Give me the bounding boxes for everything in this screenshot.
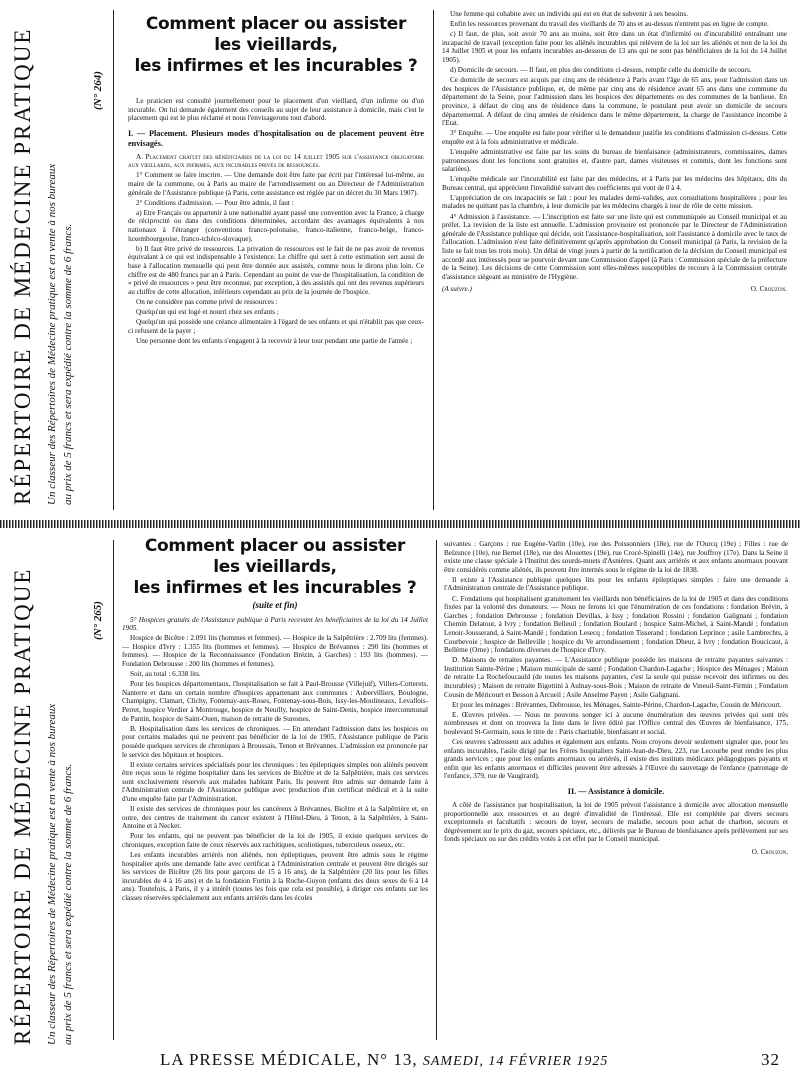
column-rule	[436, 540, 437, 1040]
fiche-265	[0, 536, 800, 1045]
paragraph: Quelqu'un qui possède une créance alimentaire à l'égard de ses enfants et qui n'établit pas que ceux-ci refusent de la payer ;	[128, 317, 424, 335]
article-title	[122, 536, 428, 599]
sidebar-title: RÉPERTOIRE DE MÉDECINE PRATIQUE	[10, 567, 35, 1045]
paragraph: L'enquête médicale sur l'incurabilité est faite par des médecins, et à Paris par les médecins des hôpitaux, dits du Bureau central, qui apprécient l'invalidité suivant des coefficients qui vont de 0 à 4.	[442, 175, 787, 192]
section-heading: II. — Assistance à domicile.	[567, 787, 665, 797]
paragraph: A côté de l'assistance par hospitalisation, la loi de 1905 prévoit l'assistance à domicile avec allocation mensuelle proportionnelle aux ressources et au degré d'invalidité de l'intéressé. Elle est complétée par divers secours exceptionnels et facultatifs : secours de loyer, secours de maladie, secours pour achat de charbon, secours et dégrèvement sur le prix du gaz, secours spéciaux, etc., délivrés par le Bureau de bienfaisance après prélèvement sur ses fonds spéciaux ou sur des crédits votés à cet effet par le Conseil municipal.	[444, 801, 788, 844]
author: O. Crouzon.	[750, 285, 787, 294]
paragraph: L'appréciation de ces incapacités se fait : pour les malades demi-valides, aux consultations hospitalières ; pour les malades ne quittant pas la chambre, à leur domicile par les médecins chargés à tour de rôle de cette mission.	[442, 193, 787, 211]
paragraph: Il existe certains services spécialisés pour les chroniques : les épileptiques simples non aliénés peuvent être reçus sous le régime hospitalier dans les services de Bicêtre et de la Salpêtrière, mais ces services sont exclusivement réservés aux malades habitant Paris. Ils peuvent être admis sur demande faite à l'Administration centrale de l'Assistance publique avec production d'un certificat médical et à la suite d'une enquête faite par l'Administration.	[122, 760, 428, 803]
paragraph: Hospice de Bicêtre : 2.091 lits (hommes et femmes). — Hospice de la Salpêtrière : 2.709 lits (femmes). — Hospice d'Ivry : 1.355 lits (hommes et femmes). — Hospice de Brévannes : 290 lits (hommes et femmes). — Hospice de la Reconnaissance (Fondation Brézin, à Garches) : 193 lits (hommes). — Fondation Debrousse : 200 lits (hommes et femmes).	[122, 634, 428, 669]
column-left	[122, 534, 428, 1039]
paragraph: Pour les hospices départementaux, l'hospitalisation se fait à Paul-Brousse (Villejuif), Villers-Cotterets, Nanterre et dans un certain nombre d'hospices appartenant aux communes : Aubervilliers, Boulogne, Champigny, Clamart, Clichy, Fontenay-aux-Roses, Fontenay-sous-Bois, Issy-les-Moulineaux, Levallois-Perret, hospice Verdier à Montrouge, hospice de Neuilly, hospice de Saint-Denis, hospice intercommunal de Pantin, hospice de Saint-Ouen, maison de retraite de Suresnes.	[122, 680, 428, 723]
paragraph: On ne considère pas comme privé de ressources :	[136, 297, 278, 306]
left-rule	[113, 10, 114, 510]
paragraph: Enfin les ressources provenant du travail des vieillards de 70 ans et au-dessus n'entrent pas en ligne de compte.	[450, 20, 769, 29]
paragraph: E. Œuvres privées. — Nous ne pouvons songer ici à aucune énumération des œuvres privées qui sont très nombreuses et dont on trouvera la liste dans le livre édité par l'Office central des Œuvres de bienfaisance, 175, boulevard St-Germain, sous le titre de : Paris charitable, bienfaisant et social.	[444, 710, 788, 736]
paragraph: Et pour les ménages : Brévannes, Debrousse, les Ménages, Sainte-Périne, Chardon-Lagache, Cousin de Méricourt.	[452, 700, 782, 709]
paragraph: Une femme qui cohabite avec un individu qui est en état de subvenir à ses besoins.	[450, 10, 688, 18]
signature-line	[444, 848, 788, 857]
title-line-2: les vieillards,	[213, 557, 337, 577]
paragraph: D. Maisons de retraites payantes. — L'Assistance publique possède les maisons de retraite payantes suivantes : Institution Sainte-Périne ; Maison municipale de santé ; Fondation Chardon-Lagache ; Hospice des Ménages ; Maison de retraite La Rochefoucauld (de toutes les maisons payantes, c'est la seule qui puisse recevoir des infirmes ou des incurables) ; Maison de retraite Bigottini à Aulnay-sous-Bois ; Maison de retraite de Vineuil-Saint-Firmin ; Fondation Cousin de Méricourt et Besson à Arcueil ; Asile Anselme Payen ; Asile Galignani.	[444, 656, 788, 699]
cut-line	[0, 520, 800, 528]
article-title	[128, 14, 424, 77]
sidebar-note-1: Un classeur des Répertoires de Médecine pratique est en vente à nos bureaux	[46, 163, 58, 505]
paragraph: 4° Admission à l'assistance. — L'inscription est faite sur une liste qui est communiquée au Conseil municipal et au préfet. La revision de la liste est annuelle. L'admission provisoire est prononcée par le Directeur de l'Administration générale de l'Assistance publique qui décide, soit l'assistance-hospitalisation, soit l'assistance à domicile avec le taux de l'allocation. L'admission n'est faite définitivement qu'après approbation du Conseil municipal (à Paris, la revision de la liste se fait tous les trois mois). Un délai de vingt jours à partir de la notification de la décision du Conseil municipal est accordé aux intéressés pour se pourvoir devant une Commission d'appel (à Paris : Commission spéciale de la préfecture de la Seine). Les décisions de cette Commission sont elles-mêmes susceptibles de recours à la Commission centrale d'assistance siégeant au ministère de l'Hygiène.	[442, 212, 787, 281]
issue-number: N° 13,	[367, 1050, 418, 1069]
title-line-1: Comment placer ou assister	[144, 536, 406, 556]
journal-name: LA PRESSE MÉDICALE,	[160, 1050, 362, 1069]
section-heading: I. — Placement. Plusieurs modes d'hospitalisation ou de placement peuvent être envisagés.	[128, 128, 424, 148]
fiche-264	[0, 0, 800, 513]
sidebar-1	[0, 10, 110, 523]
title-line-1: Comment placer ou assister	[145, 14, 407, 34]
paragraph: A. Placement gratuit des bénéficiaires de la loi du 14 juillet 1905 sur l'assistance obligatoire aux vieillards, aux infirmes, aux incurables privés de ressources.	[128, 152, 424, 170]
column-rule	[433, 10, 434, 510]
subtitle: (suite et fin)	[252, 600, 298, 610]
to-be-continued: (A suivre.)	[442, 285, 472, 294]
paragraph: Il existe des services de chroniques pour les cancéreux à Brévannes, Bicêtre et à la Salpêtrière et, en outre, des centres de traitement du cancer existent à l'Hôtel-Dieu, à Tenon, à la Salpêtrière, à Saint-Antoine et à Necker.	[122, 805, 428, 831]
paragraph: Quelqu'un qui est logé et nourri chez ses enfants ;	[136, 307, 279, 316]
title-line-2: les vieillards,	[214, 35, 338, 55]
paragraph: 5° Hospices gratuits de l'Assistance publique à Paris recevant les bénéficiaires de la loi du 14 Juillet 1905.	[122, 615, 428, 633]
signature-line	[442, 285, 787, 294]
title-line-3: les infirmes et les incurables ?	[134, 56, 418, 76]
paragraph: Une personne dont les enfants s'engagent à la recevoir à leur tour pendant une partie de l'année ;	[136, 336, 413, 345]
author: O. Crouzon.	[751, 848, 788, 856]
paragraph: Les enfants incurables arriérés non aliénés, non épileptiques, peuvent être admis sous le régime hospitalier après une demande faite avec certificat à l'Administration centrale et peuvent être dirigés sur les services de Bicêtre (26 lits pour garçons de 15 à 16 ans), de la Salpêtrière (20 lits pour les filles incurables de 4 à 16 ans) et de la fondation Fortin à la Roche-Guyon (enfants des deux sexes de 6 à 14 ans). Toutefois, à Paris, il y a intérêt (toutes les fois que cela est possible), à diriger ces enfants sur les classes réservées spécialement aux enfants arriérés dans les écoles	[122, 851, 428, 902]
page-number: 32	[761, 1050, 780, 1069]
sidebar-note-2: au prix de 5 francs et sera expédié contre la somme de 6 francs.	[62, 763, 74, 1045]
sidebar-note-1: Un classeur des Répertoires de Médecine pratique est en vente à nos bureaux	[46, 703, 58, 1045]
column-right	[444, 540, 788, 1040]
paragraph: Le praticien est consulté journellement pour le placement d'un vieillard, d'un infirme ou d'un incurable. On lui demande également des conseils au sujet de leur assistance à domicile, mais c'est le placement qui est le plus réclamé et nous l'envisagerons tout d'abord.	[128, 97, 424, 123]
fiche-number: (N° 264)	[92, 71, 104, 110]
paragraph: Ces œuvres s'adressent aux adultes et également aux enfants. Nous croyons devoir seulement signaler que, pour les enfants incurables, l'asile dirigé par les Frères hospitaliers Saint-Jean-de-Dieu, 223, rue Lecourbe peut rendre les plus grands services ; que pour les enfants anormaux ou arriérés, il existe des instituts médicaux pédagogiques payants et enfin que les enfants anormaux et difficiles peuvent être adressés à l'Œuvre du sauvetage de l'enfance (patronage de l'enfance, 379, rue de Vaugirard).	[444, 738, 788, 781]
paragraph: suivantes : Garçons : rue Eugène-Varlin (10e), rue des Poissonniers (18e), rue de l'Ourcq (19e) ; Filles : rue de Belzunce (10e), rue Bernel (18e), rue des Alouettes (19e), rue Crocé-Spinelli (14e), rue Jouffroy (17e). Dans la Seine il existe une classe spéciale à l'Institut des sourds-muets d'Asnières. Quant aux arriérés et aux enfants anormaux pouvant être considérés comme aliénés, ils peuvent être internés sous le régime de la loi de 1838.	[444, 540, 788, 574]
page-footer	[160, 1050, 780, 1070]
sidebar-note-2: au prix de 5 francs et sera expédié contre la somme de 6 francs.	[62, 223, 74, 505]
paragraph: L'enquête administrative est faite par les soins du bureau de bienfaisance (administrateurs, commissaires, dames patronnesses dont les fonctions sont gratuites et, d'autre part, dames visiteuses et commis, dont les fonctions sont salariées).	[442, 147, 787, 174]
column-left	[128, 8, 424, 508]
left-rule	[113, 540, 114, 1040]
paragraph: Soit, au total : 6.338 lits.	[130, 670, 201, 679]
issue-date: SAMEDI, 14 FÉVRIER 1925	[422, 1054, 609, 1069]
paragraph: b) Il faut être privé de ressources. La privation de ressources est le fait de ne pas avoir de revenus équivalant à ce qui est indispensable à l'existence. Le chiffre qui sert à cette estimation sert aussi de base à l'allocation mensuelle qui peut être donnée aux assistés, comme nous le dirons plus loin. Ce chiffre est de 480 francs par an à Paris. Cependant au point de vue de l'hospitalisation, la condition de « privé de ressources » peut être reconnue, par exception, à des assistés qui ont des revenus supérieurs au chiffre de cette allocation, inférieurs cependant au prix de la journée de l'hospice.	[128, 244, 424, 296]
sidebar-2	[0, 550, 110, 1050]
paragraph: Pour les enfants, qui ne peuvent pas bénéficier de la loi de 1905, il existe quelques services de chroniques, exception faite de ceux réservés aux rachitiques, scoliotiques, tuberculeux osseux, etc.	[122, 832, 428, 849]
paragraph: 3° Enquête. — Une enquête est faite pour vérifier si le demandeur justifie les conditions d'admission ci-dessus. Cette enquête est à la fois administrative et médicale.	[442, 129, 787, 146]
sidebar-title: RÉPERTOIRE DE MÉDECINE PRATIQUE	[10, 27, 35, 505]
paragraph: C. Fondations qui hospitalisent gratuitement les vieillards non bénéficiaires de la loi de 1905 et dans des conditions fixées par la volonté des donateurs. — Nous ne ferons ici que l'énumération de ces fondations : fondation Brévin, à Garches ; fondation Debrousse ; fondation Devillas, à Issy ; fondation Rossini ; fondation Galignani ; fondation Chemin Delatour, à Ivry ; fondation Belleuil ; fondation Boulard ; hospice Saint-Michel, à Saint-Mandé ; fondation Lenoir-Jousserand, à Saint-Mandé ; fondation Lesecq ; fondation Tisserand ; fondation Leprince ; asile Lambrechts, à Courbevoie ; hospice de Belleville ; hospice du Ve arrondissement ; fondation Dheur, à Ivry ; fondation Boucicaut, à Bellème (Orne) ; fondations diverses de l'hospice d'Ivry.	[444, 594, 788, 655]
paragraph: Ce domicile de secours est acquis par cinq ans de résidence à Paris avant l'âge de 65 ans, pour l'admission dans un des hospices de l'Assistance publique, et, de même par cinq ans de résidence avant 65 ans dans une commune du département de la Seine, pour l'admission dans les hospices des départements ou des communes de la banlieue. En province, à défaut de cinq ans de résidence dans la commune, le postulant peut avoir un domicile de secours départemental. A défaut de cinq années de résidence dans le même département, la charge de l'assistance incombe à l'Etat.	[442, 76, 787, 128]
fiche-number: (N° 265)	[92, 601, 104, 640]
title-line-3: les infirmes et les incurables ?	[133, 578, 417, 598]
paragraph: Il existe à l'Assistance publique quelques lits pour les enfants épileptiques simples : faire une demande à l'Administration centrale de l'Assistance publique.	[444, 575, 788, 593]
paragraph: a) Etre Français ou appartenir à une nationalité ayant passé une convention avec la France, à charge de réciprocité ou dans des conditions déterminées, accordant des avantages équivalents à nos nationaux à l'étranger (conventions franco-polonaise, franco-italienne, franco-belge, franco-luxembourgeoise, franco-tchéco-slovaque).	[128, 208, 424, 243]
paragraph: 2° Conditions d'admission. — Pour être admis, il faut :	[136, 198, 294, 207]
paragraph: d) Domicile de secours. — Il faut, en plus des conditions ci-dessus, remplir celle du domicile de secours.	[450, 66, 752, 75]
paragraph: B. Hospitalisation dans les services de chroniques. — En attendant l'admission dans les hospices ou pour certains malades qui ne peuvent pas bénéficier de la loi de 1905, l'Assistance publique de Paris possède quelques services de chroniques à Broussais, Tenon et Brévannes. L'admission est prononcée par le service des hôpitaux et hospices.	[122, 724, 428, 759]
paragraph: c) Il faut, de plus, soit avoir 70 ans au moins, soit être dans un état d'infirmité ou d'incurabilité entraînant une incapacité de travail (exception faite pour les aliénés incurables qui relèvent de la loi sur les aliénés et non de la loi du 14 Juillet 1905 et pour les enfants incurables au-dessous de 13 ans qui ne sont pas bénéficiaires de la loi du 14 Juillet 1905).	[442, 30, 787, 64]
column-right	[442, 10, 787, 510]
paragraph: 1° Comment se faire inscrire. — Une demande doit être faite par écrit par l'intéressé lui-même, au maire de la commune, ou à Paris au maire de l'arrondissement ou au Directeur de l'Administration générale de l'Assistance publique (à Paris, cette assistance est réglée par un décret du 30 Mars 1907).	[128, 171, 424, 197]
